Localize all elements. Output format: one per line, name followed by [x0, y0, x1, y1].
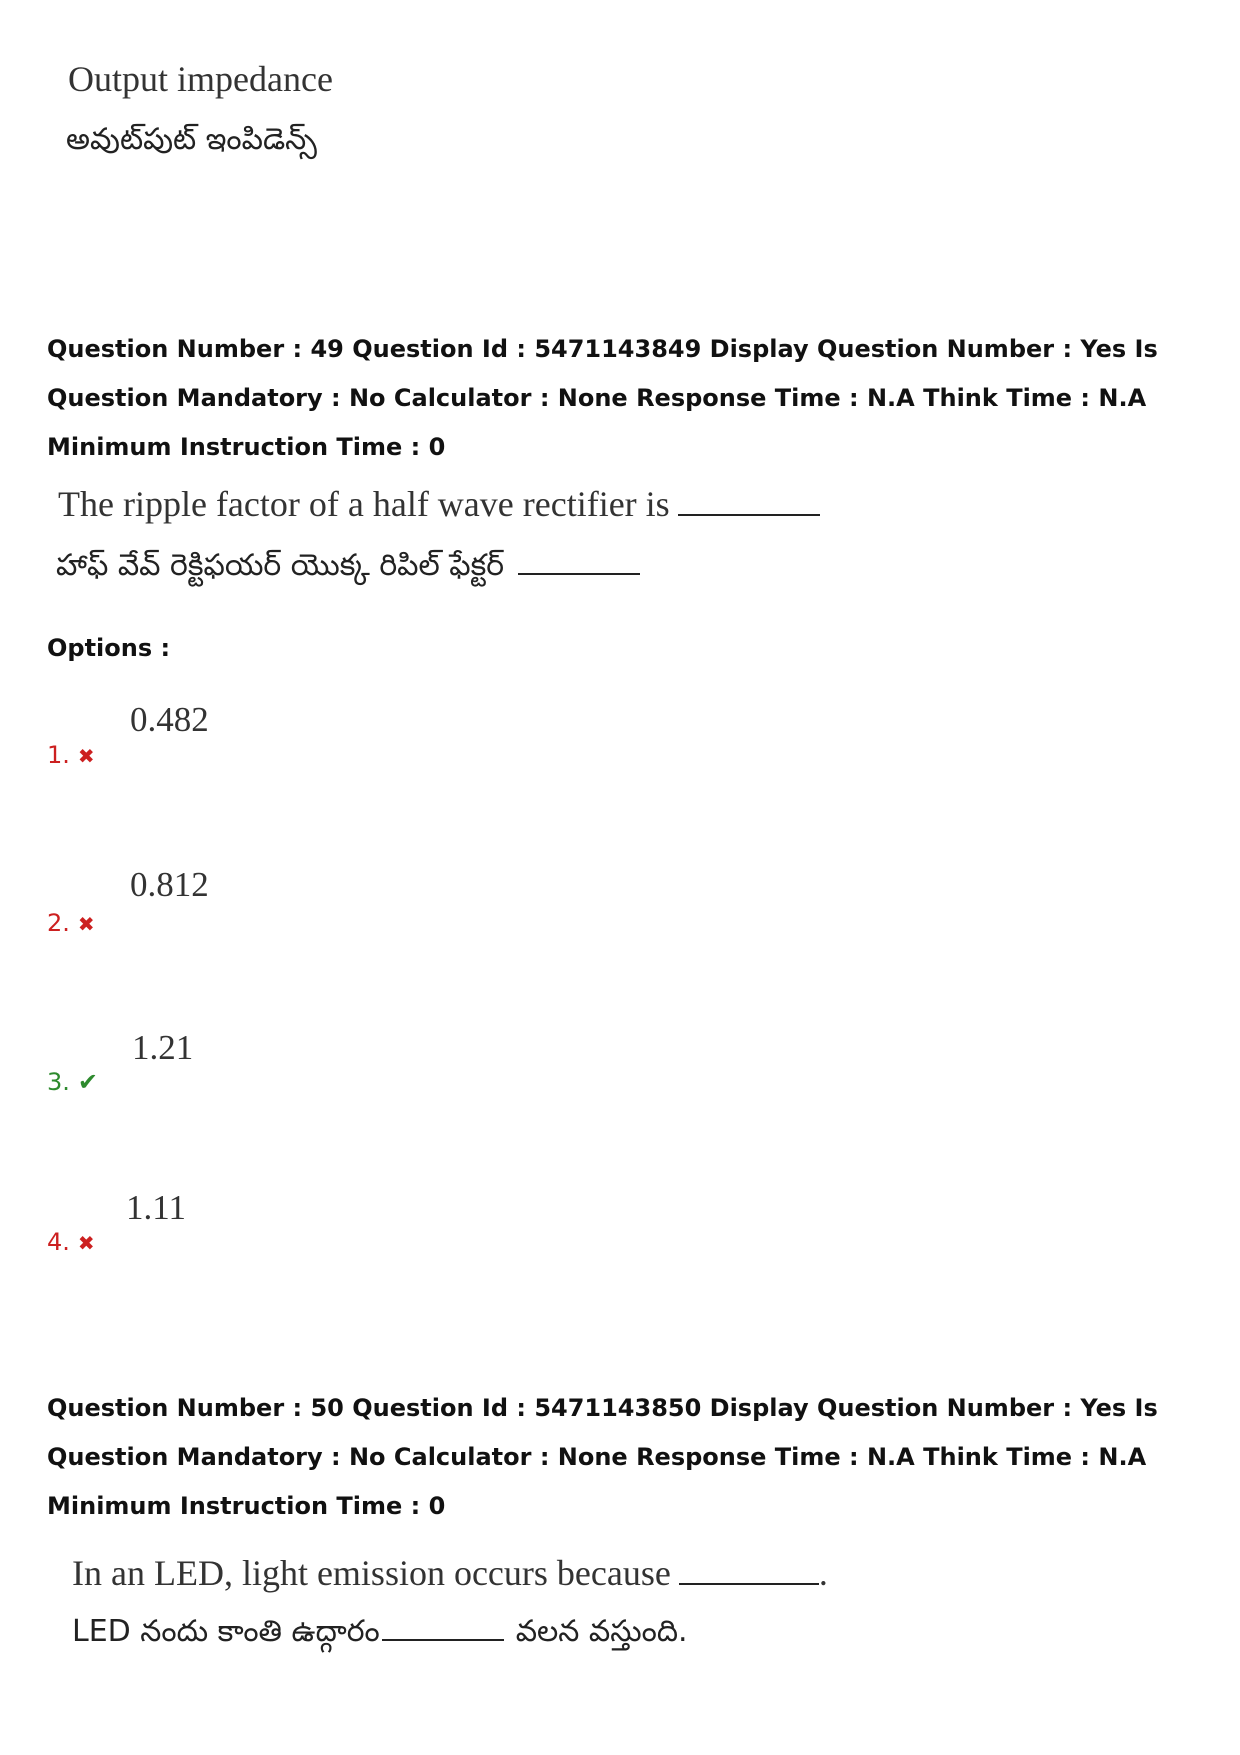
question-text-telugu-50	[72, 1614, 688, 1656]
cross-icon: ✖	[77, 744, 95, 768]
cross-icon: ✖	[77, 1231, 95, 1255]
question-text-telugu-49	[56, 548, 640, 590]
option-1-marker	[47, 741, 95, 769]
option-2-value: 0.812	[130, 865, 209, 904]
check-icon: ✔	[77, 1068, 99, 1096]
answer-blank	[679, 1583, 819, 1585]
cross-icon: ✖	[77, 912, 95, 936]
answer-blank	[678, 514, 820, 516]
question-text-english-50	[72, 1552, 828, 1594]
question-telugu-text: హాఫ్ వేవ్ రెక్టిఫయర్ యొక్క రిపిల్ ఫేక్టర్	[56, 548, 505, 583]
answer-blank	[518, 573, 640, 575]
option-1-value: 0.482	[130, 700, 209, 739]
question-meta-50: Question Number : 50 Question Id : 5471143850 Display Question Number : Yes Is Question Mandatory : No Calculator : None Response Time : N.A Think Time : N.A Minimum Instruction Time : 0	[47, 1394, 1158, 1520]
prev-option-telugu: అవుట్‌పుట్ ఇంపిడెన్స్	[66, 122, 317, 157]
question-text-english-49	[58, 483, 820, 525]
question-telugu-text: LED నందు కాంతి ఉద్గారం	[72, 1614, 380, 1649]
question-english-text: The ripple factor of a half wave rectifier is	[58, 484, 670, 524]
option-2-marker	[47, 909, 95, 937]
question-english-end: .	[818, 1553, 828, 1593]
question-english-text: In an LED, light emission occurs because	[72, 1553, 671, 1593]
option-1-number: 1.	[47, 741, 70, 769]
option-4-marker	[47, 1228, 95, 1256]
prev-option-english: Output impedance	[68, 59, 333, 99]
option-2-number: 2.	[47, 909, 70, 937]
option-4-value: 1.11	[126, 1188, 186, 1227]
option-3-marker	[47, 1068, 98, 1096]
question-telugu-end: వలన వస్తుంది.	[515, 1614, 688, 1649]
option-3-value: 1.21	[132, 1028, 194, 1067]
option-4-number: 4.	[47, 1228, 70, 1256]
options-label: Options :	[47, 634, 171, 662]
option-3-number: 3.	[47, 1068, 70, 1096]
question-meta-49: Question Number : 49 Question Id : 5471143849 Display Question Number : Yes Is Question Mandatory : No Calculator : None Response Time : N.A Think Time : N.A Minimum Instruction Time : 0	[47, 335, 1158, 461]
answer-blank	[382, 1639, 504, 1641]
